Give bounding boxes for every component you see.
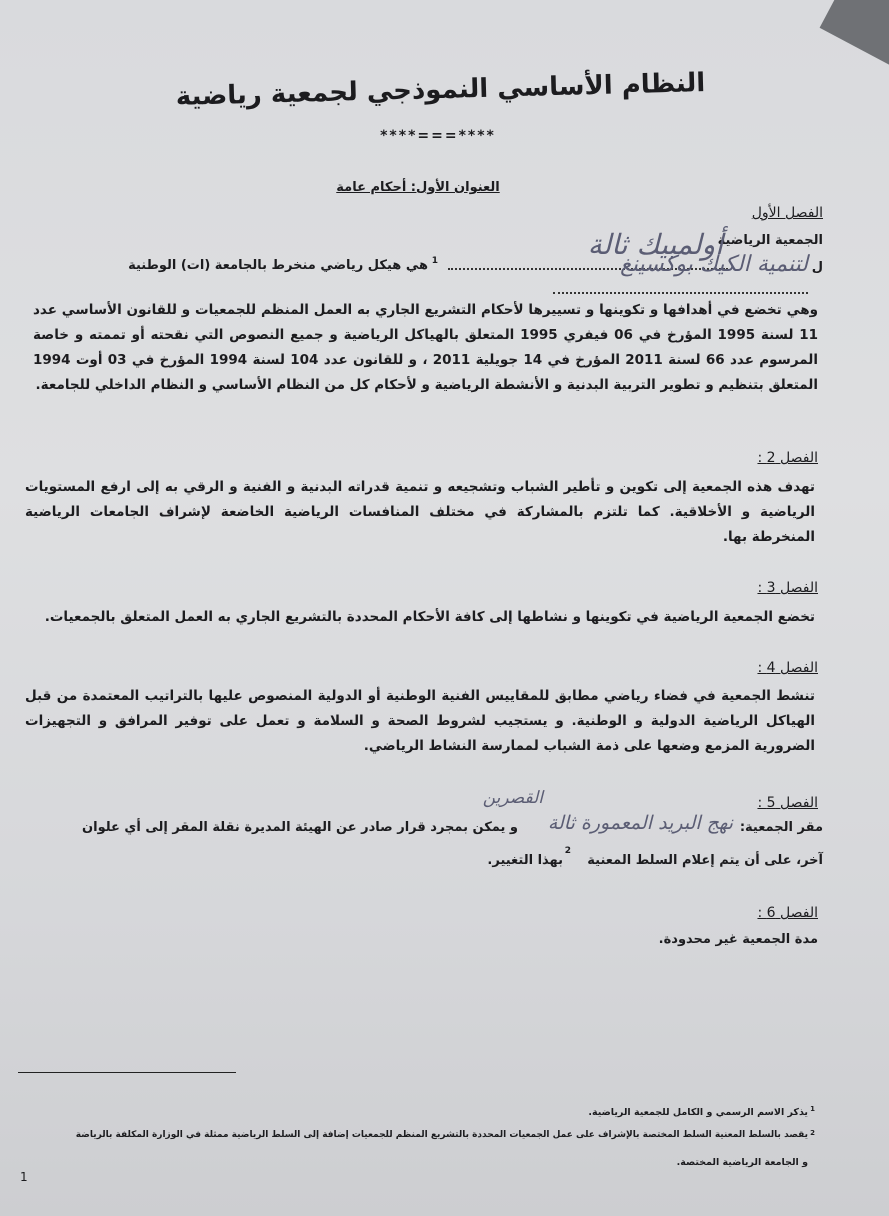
chapter-5-line2-end: بهذا التغيير. — [487, 853, 563, 868]
chapter-1-heading: الفصل الأول — [751, 205, 823, 221]
footnote-separator — [18, 1072, 236, 1073]
chapter-1-club-label: الجمعية الرياضية — [717, 233, 823, 248]
chapter-6-heading: الفصل 6 : — [757, 905, 818, 921]
chapter-2-body: تهدف هذه الجمعية إلى تكوين و تأطير الشباب وتشجيعه و تنمية قدراته البدنية و الفنية و الرقي به إلى ارفع المستويات الرياضية و الأخلاقية. كما تلتزم بالمشاركة في مختلف المنافسات الرياضية الخاضعة لإشراف الجامعات الرياضية المنخرطة بها. — [25, 479, 815, 545]
chapter-4-body: تنشط الجمعية في فضاء رياضي مطابق للمقاييس الفنية الوطنية أو الدولية المنصوص عليها بالتراتيب المعتمدة من قبل الهياكل الرياضية الدولية و الوطنية. و يستجيب لشروط الصحة و السلامة و تعمل على توفير المرافق و التجهيزات الضرورية المزمع وضعها على ذمة الشباب لممارسة النشاط الرياضي. — [25, 688, 815, 754]
handwritten-city: القصرين — [482, 788, 543, 808]
chapter-3-heading: الفصل 3 : — [757, 580, 818, 596]
chapter-5-text: و يمكن بمجرد قرار صادر عن الهيئة المديرة نقلة المقر إلى أي علوان — [82, 820, 518, 835]
chapter-5-line2: آخر، على أن يتم إعلام السلط المعنية — [587, 853, 823, 868]
fill-in-dots — [553, 290, 808, 294]
chapter-3-body: تخضع الجمعية الرياضية في تكوينها و نشاطها إلى كافة الأحكام المحددة بالتشريع الجاري به العمل المتعلق بالجمعيات. — [44, 609, 815, 625]
chapter-1-affiliation: هي هيكل رياضي منخرط بالجامعة (ات) الوطنية — [128, 258, 428, 273]
section-title: العنوان الأول: أحكام عامة — [336, 180, 500, 195]
chapter-5-heading: الفصل 5 : — [757, 795, 818, 811]
handwritten-sport-name: لتنمية الكيك بوكسينغ — [620, 252, 808, 277]
chapter-2-heading: الفصل 2 : — [757, 450, 818, 466]
document-sheet — [18, 20, 863, 1210]
title-ornament: ****===**** — [380, 128, 496, 144]
footnote-1-number: 1 — [810, 1105, 815, 1113]
chapter-6-body: مدة الجمعية غير محدودة. — [658, 932, 818, 947]
footnote-1: يذكر الاسم الرسمي و الكامل للجمعية الرياضية. — [588, 1107, 808, 1118]
handwritten-club-name: أولمبيك ثالة — [587, 228, 723, 261]
footnote-2-number: 2 — [810, 1129, 815, 1137]
chapter-5-label: مقر الجمعية: — [739, 820, 823, 835]
page-number: 1 — [20, 1170, 28, 1184]
footnote-2-continued: و الجامعة الرياضية المختصة. — [676, 1157, 808, 1168]
chapter-4-heading: الفصل 4 : — [757, 660, 818, 676]
document-title: النظام الأساسي النموذجي لجمعية رياضية — [175, 68, 706, 112]
chapter-1-prefix: ل — [811, 260, 823, 275]
footnote-ref-1: 1 — [431, 256, 438, 266]
footnote-2: يقصد بالسلط المعنية السلط المختصة بالإشراف على عمل الجمعيات المحددة بالتشريع المنظم للجمعيات إضافة إلى السلط الرياضية ممثلة في الوزارة المكلفة بالرياضة — [75, 1130, 808, 1140]
footnote-ref-2: 2 — [564, 846, 571, 856]
handwritten-address: نهج البريد المعمورة ثالة — [547, 812, 733, 834]
chapter-1-body: وهي تخضع في أهدافها و تكوينها و تسييرها لأحكام التشريع الجاري به العمل المنظم للجمعيات و للقانون الأساسي عدد 11 لسنة 1995 المؤرخ في 06 فيفري 1995 المتعلق بالهياكل الرياضية و جميع النصوص التي نقحته أو تممته و خاصة المرسوم عدد 66 لسنة 2011 المؤرخ في 14 جويلية 2011 ، و للقانون عدد 104 لسنة 1994 المؤرخ في 03 أوت 1994 المتعلق بتنظيم و تطوير التربية البدنية و الأنشطة الرياضية و لأحكام كل من النظام الأساسي و النظام الداخلي للجامعة. — [33, 302, 819, 393]
